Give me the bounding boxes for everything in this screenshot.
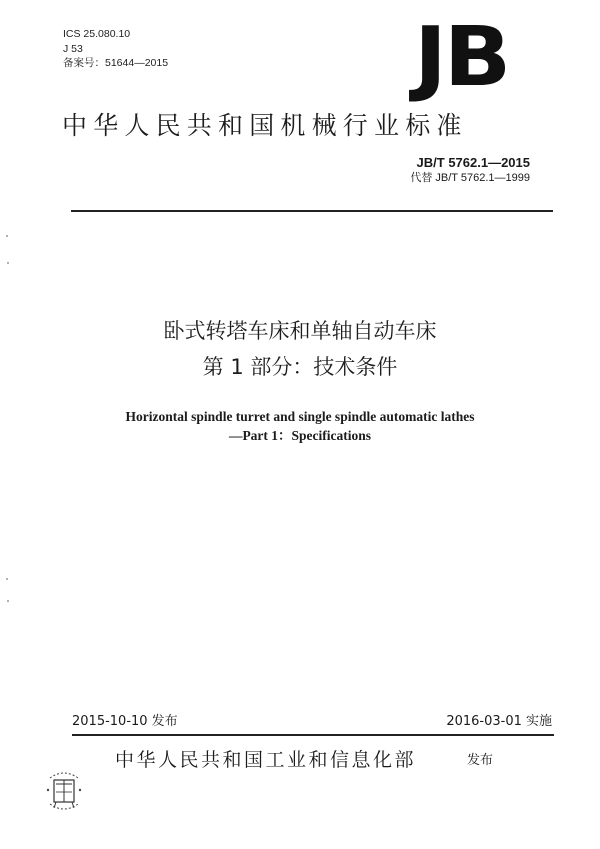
bottom-divider: [72, 734, 554, 736]
ics-code: ICS 25.080.10: [63, 28, 131, 40]
standard-number: JB/T 5762.1—2015: [416, 155, 530, 170]
scan-speck: [6, 235, 8, 237]
filing-number: 备案号：51644—2015: [63, 57, 169, 69]
ccs-code: J 53: [63, 43, 83, 55]
standard-category-title: 中华人民共和国机械行业标准: [62, 111, 468, 140]
jb-logo: JB: [414, 10, 508, 105]
title-en-line1: Horizontal spindle turret and single spindle automatic lathes: [125, 409, 475, 424]
title-cn-line2: 第 1 部分：技术条件: [202, 355, 398, 379]
title-en-line2: —Part 1：Specifications: [228, 428, 372, 443]
scan-speck: [7, 600, 9, 602]
top-divider: [71, 210, 553, 212]
title-cn-line1: 卧式转塔车床和单轴自动车床: [163, 319, 437, 343]
implement-date: 2016-03-01 实施: [446, 714, 552, 729]
issuer-seal-icon: [42, 764, 86, 816]
publish-date: 2015-10-10 发布: [72, 714, 178, 729]
replaces-standard: 代替 JB/T 5762.1—1999: [410, 172, 530, 184]
scan-speck: [7, 262, 9, 264]
scan-speck: [6, 578, 8, 580]
issuer-suffix: 发布: [467, 753, 494, 768]
issuer-name: 中华人民共和国工业和信息化部: [115, 749, 417, 771]
